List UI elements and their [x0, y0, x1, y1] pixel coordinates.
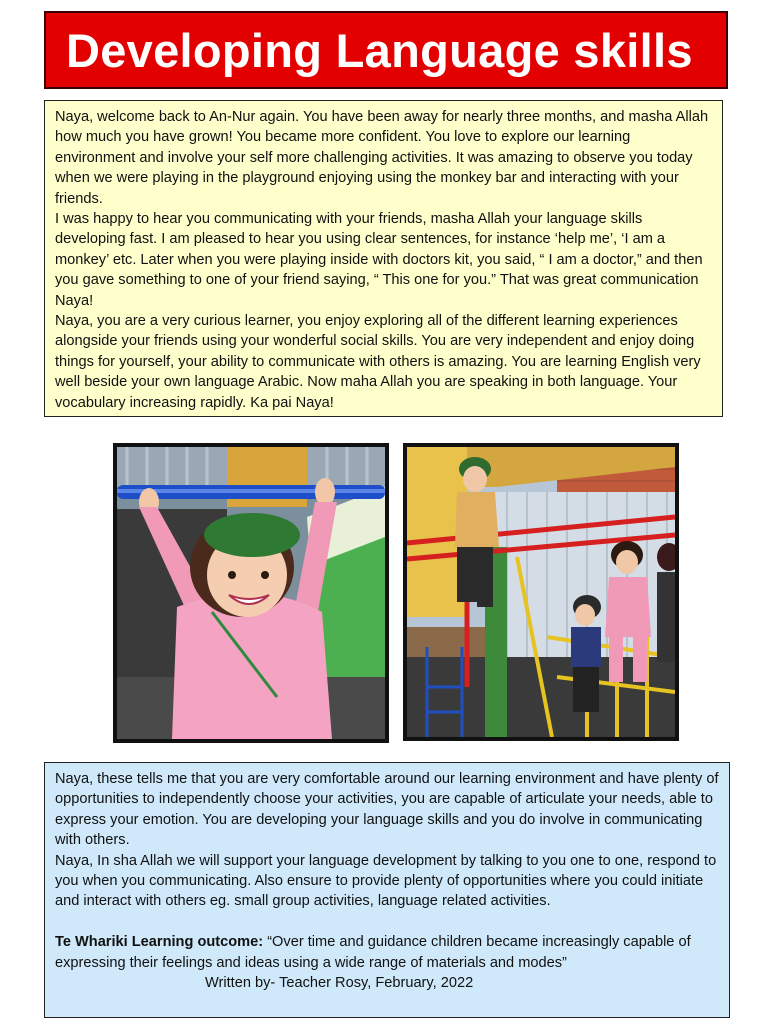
- outcome-colon: :: [258, 934, 264, 951]
- title-banner: [44, 11, 728, 89]
- story-paragraph: Naya, you are a very curious learner, you enjoy exploring all of the different learning experiences alongside your friends using your wonderful social skills. You are very independent and enjoy doing things for yourself, your ability to communicate with others is amazing. You are learning English very well beside your own language Arabic. Now maha Allah you are speaking in both language. Your vocabulary increasing rapidly. Ka pai Naya!: [55, 313, 701, 411]
- story-box: [44, 100, 723, 417]
- analysis-paragraph: Naya, these tells me that you are very comfortable around our learning environment and have plenty of opportunities to independently choose your activities, you are capable of articulate your needs, able to express your emotion. You are developing your language skills and you do involve in communicating with others.: [55, 771, 719, 849]
- outcome-label: Te Whariki Learning outcome: [55, 934, 259, 951]
- story-paragraph: Naya, welcome back to An-Nur again. You have been away for nearly three months, and masha Allah how much you have grown! You became more confident. You love to explore our learning environment and involve your self more challenging activities. It was amazing to observe you today when we were playing in the playground enjoying using the monkey bar and interacting with your friends.: [55, 109, 709, 207]
- analysis-box: [44, 762, 730, 1018]
- spacer: [55, 912, 721, 932]
- learning-outcome: [55, 932, 721, 973]
- story-paragraph: I was happy to hear you communicating with your friends, masha Allah your language skills developing fast. I am pleased to hear you using clear sentences, for instance ‘help me’, ‘I am a monkey’ etc. Later when you were playing inside with doctors kit, you said, “ I am a doctor,” and then you gave something to one of your friend saying, “ This one for you.” That was great communication Naya!: [55, 211, 703, 309]
- photo-monkey-bar-illustration: [117, 447, 385, 739]
- analysis-paragraph: Naya, In sha Allah we will support your language development by talking to you one to one, respond to you when you communicating. Also ensure to provide plenty of opportunities where you could initiate and interact with others eg. small group activities, language related activities.: [55, 852, 717, 910]
- photo-monkey-bar: [113, 443, 389, 743]
- photo-climbing-frame-illustration: [407, 447, 675, 737]
- author-credit: Written by- Teacher Rosy, February, 2022: [205, 975, 474, 992]
- outcome-text: “Over time and guidance children became increasingly capable of expressing their feelings and ideas using a wide range of materials and modes”: [55, 934, 691, 971]
- photo-climbing-frame: [403, 443, 679, 741]
- page-title: Developing Language skills: [66, 24, 693, 77]
